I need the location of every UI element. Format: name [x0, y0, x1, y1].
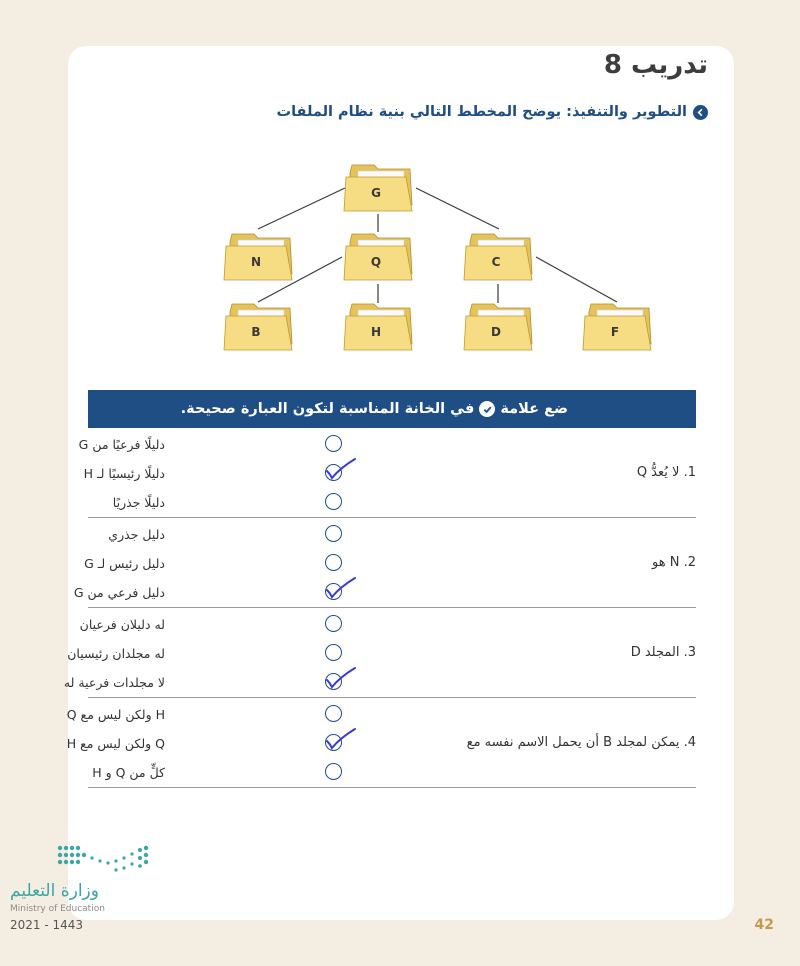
folder-label: D	[491, 325, 501, 339]
radio-circle-icon[interactable]	[325, 615, 342, 632]
radio-circle-icon[interactable]	[325, 525, 342, 542]
ministry-name-english: Ministry of Education	[10, 904, 105, 914]
check-mark-icon	[324, 575, 358, 601]
tree-connectors	[258, 188, 617, 303]
check-circle-icon	[479, 401, 495, 417]
file-tree-diagram	[0, 0, 800, 370]
radio-circle-icon[interactable]	[325, 705, 342, 722]
answer-option[interactable]	[83, 459, 358, 487]
option-text: دليلًا رئيسيًا لـ H	[83, 465, 165, 481]
radio-circle-icon[interactable]	[325, 435, 342, 452]
answer-option[interactable]	[73, 578, 358, 606]
folder-label: H	[370, 325, 382, 339]
folder-N	[224, 234, 292, 280]
answer-option[interactable]	[88, 520, 358, 548]
folder-G	[344, 165, 412, 211]
answer-option[interactable]	[66, 729, 358, 757]
question-row	[73, 518, 696, 608]
question-text: 1. لا يُعدُّ Q	[636, 465, 696, 480]
answer-option[interactable]	[79, 610, 358, 638]
radio-circle-icon[interactable]	[325, 763, 342, 780]
option-text: له مجلدان رئيسيان	[67, 645, 165, 661]
subtitle-text: التطوير والتنفيذ: يوضح المخطط التالي بنية نظام الملفات	[276, 104, 687, 120]
answer-option[interactable]	[88, 488, 358, 516]
check-mark-icon	[324, 726, 358, 752]
folder-D	[464, 304, 532, 350]
folder-label: G	[371, 186, 381, 200]
answer-option[interactable]	[78, 430, 358, 458]
question-text: 4. يمكن لمجلد B أن يحمل الاسم نفسه مع	[466, 735, 696, 750]
option-text: له دليلان فرعيان	[79, 616, 165, 632]
folder-label: B	[251, 325, 261, 339]
question-row	[78, 428, 696, 518]
check-mark-icon	[324, 665, 358, 691]
radio-circle-icon[interactable]	[325, 644, 342, 661]
answer-option[interactable]	[84, 549, 358, 577]
option-text: دليلًا فرعيًا من G	[78, 436, 165, 452]
question-text: 3. المجلد D	[630, 645, 696, 660]
table-header-prefix: ضع علامة	[500, 401, 568, 417]
table-header-rest: في الخانة المناسبة لتكون العبارة صحيحة.	[180, 401, 475, 417]
answer-option[interactable]	[63, 668, 358, 696]
folder-label: N	[250, 255, 262, 269]
option-text: لا مجلدات فرعية له	[63, 674, 165, 690]
ministry-name-arabic: وزارة التعليم	[10, 881, 99, 901]
check-mark-icon	[324, 456, 358, 482]
folder-label: F	[610, 325, 620, 339]
question-row	[66, 698, 696, 788]
option-text: دليل رئيس لـ G	[84, 555, 165, 571]
folder-label: Q	[370, 255, 382, 269]
year-label: 2021 - 1443	[10, 918, 84, 932]
answer-option[interactable]	[88, 758, 358, 786]
radio-circle-icon[interactable]	[325, 493, 342, 510]
answer-option[interactable]	[66, 700, 358, 728]
option-text: H ولكن ليس مع Q	[66, 706, 165, 722]
answer-option[interactable]	[67, 639, 358, 667]
question-row	[63, 608, 696, 698]
table-header	[88, 390, 696, 428]
page-title: تدريب 8	[603, 50, 708, 80]
folder-label: C	[491, 255, 501, 269]
folder-C	[464, 234, 532, 280]
radio-circle-icon[interactable]	[325, 554, 342, 571]
option-text: دليل جذري	[108, 526, 165, 542]
folder-F	[583, 304, 651, 350]
page-number: 42	[754, 917, 774, 933]
option-text: كلٍّ من Q و H	[92, 764, 165, 780]
folder-H	[344, 304, 412, 350]
ministry-logo-icon	[56, 842, 152, 876]
option-text: Q ولكن ليس مع H	[66, 735, 165, 751]
folder-B	[224, 304, 292, 350]
question-text: 2. N هو	[652, 555, 696, 570]
option-text: دليلًا جذريًا	[112, 494, 165, 510]
option-text: دليل فرعي من G	[73, 584, 165, 600]
folder-Q	[344, 234, 412, 280]
answer-table	[63, 390, 696, 788]
